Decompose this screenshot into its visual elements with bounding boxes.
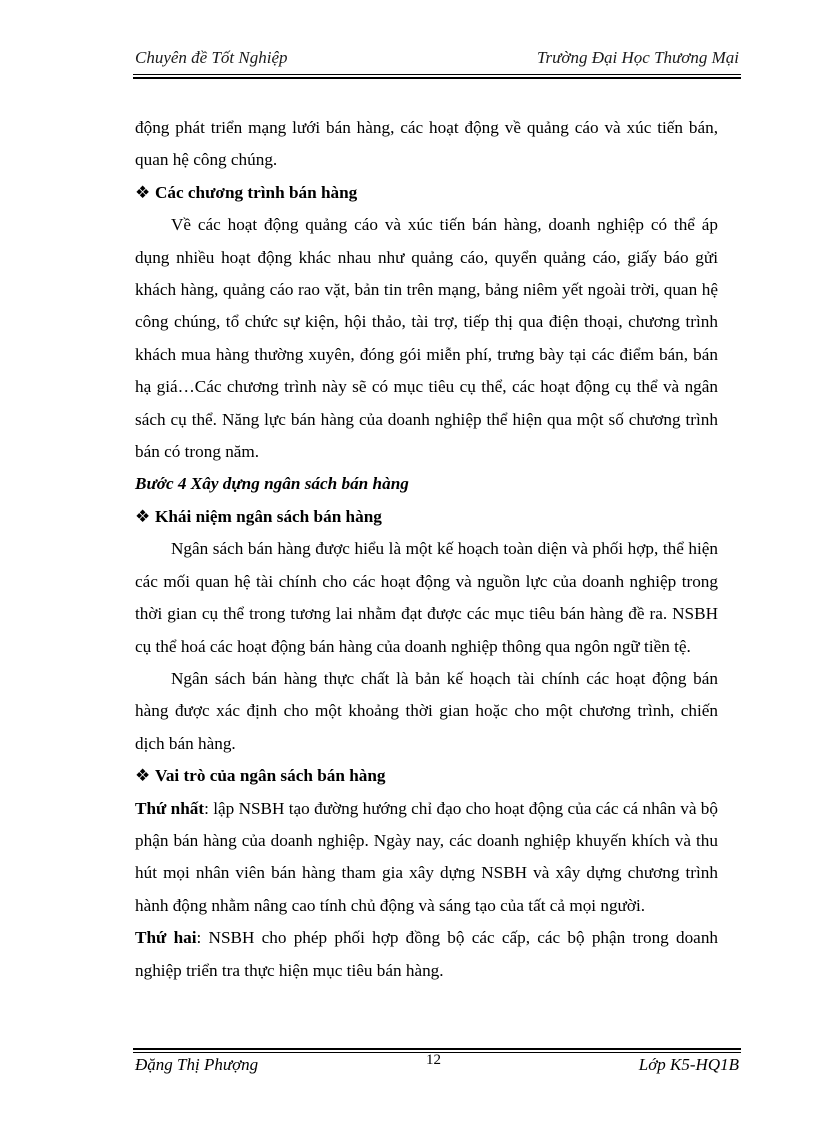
- page-number: 12: [426, 1052, 441, 1068]
- para-role-second: [135, 922, 718, 987]
- para-sales-programs: Về các hoạt động quảng cáo và xúc tiến bán hàng, doanh nghiệp có thể áp dụng nhiều hoạt động khác nhau như quảng cáo, quyển quảng cáo, giấy báo gửi khách hàng, quảng cáo rao vặt, bản tin trên mạng, bảng niêm yết ngoài trời, quan hệ công chúng, tổ chức sự kiện, hội thảo, tài trợ, tiếp thị qua điện thoại, chương trình khách mua hàng thường xuyên, đóng gói miễn phí, trưng bày tại các điểm bán, bán hạ giá…Các chương trình này sẽ có mục tiêu cụ thể, các hoạt động cụ thể và ngân sách cụ thể. Năng lực bán hàng của doanh nghiệp thể hiện qua một số chương trình bán có trong năm.: [135, 215, 718, 462]
- heading-budget-concept-text: Khái niệm ngân sách bán hàng: [155, 506, 382, 526]
- document-body: [135, 112, 718, 987]
- footer-class: Lớp K5-HQ1B: [638, 1055, 739, 1074]
- heading-sales-programs: [135, 177, 718, 209]
- role-first-label: Thứ nhất: [135, 798, 205, 818]
- diamond-bullet-icon: ❖: [135, 766, 151, 786]
- heading-budget-concept: [135, 501, 718, 533]
- header-rule: [133, 74, 741, 79]
- role-second-label: Thứ hai: [135, 928, 197, 948]
- role-second-text: : NSBH cho phép phối hợp đồng bộ các cấp, các bộ phận trong doanh nghiệp triển tra thực hiện mục tiêu bán hàng.: [135, 928, 719, 980]
- header-right-title: Trường Đại Học Thương Mại: [537, 48, 739, 67]
- heading-budget-role-text: Vai trò của ngân sách bán hàng: [155, 766, 386, 786]
- role-first-text: : lập NSBH tạo đường hướng chỉ đạo cho hoạt động của các cá nhân và bộ phận bán hàng của doanh nghiệp. Ngày nay, các doanh nghiệp khuyến khích và thu hút mọi nhân viên bán hàng tham gia xây dựng NSBH và xây dựng chương trình hành động nhằm nâng cao tính chủ động và sáng tạo của tất cả mọi người.: [135, 798, 718, 915]
- footer-author: Đặng Thị Phượng: [135, 1055, 259, 1074]
- diamond-bullet-icon: ❖: [135, 182, 151, 202]
- step4-heading: Bước 4 Xây dựng ngân sách bán hàng: [135, 474, 409, 494]
- para-budget-concept-1: Ngân sách bán hàng được hiểu là một kế hoạch toàn diện và phối hợp, thể hiện các mối quan hệ tài chính cho các hoạt động và nguồn lực của doanh nghiệp trong thời gian cụ thể trong tương lai nhằm đạt được các mục tiêu bán hàng đề ra. NSBH cụ thể hoá các hoạt động bán hàng của doanh nghiệp thông qua ngôn ngữ tiền tệ.: [135, 539, 718, 656]
- para-role-first: [135, 793, 718, 923]
- heading-budget-role: [135, 760, 718, 792]
- heading-sales-programs-text: Các chương trình bán hàng: [155, 182, 358, 202]
- diamond-bullet-icon: ❖: [135, 506, 151, 526]
- intro-continuation: động phát triển mạng lưới bán hàng, các hoạt động về quảng cáo và xúc tiến bán, quan hệ công chúng.: [135, 118, 718, 170]
- para-budget-concept-2: Ngân sách bán hàng thực chất là bản kế hoạch tài chính các hoạt động bán hàng được xác định cho một khoảng thời gian hoặc cho một chương trình, chiến dịch bán hàng.: [135, 668, 718, 753]
- page-header: [135, 48, 739, 72]
- header-left-title: Chuyên đề Tốt Nghiệp: [135, 48, 288, 67]
- page-footer: [135, 1052, 739, 1076]
